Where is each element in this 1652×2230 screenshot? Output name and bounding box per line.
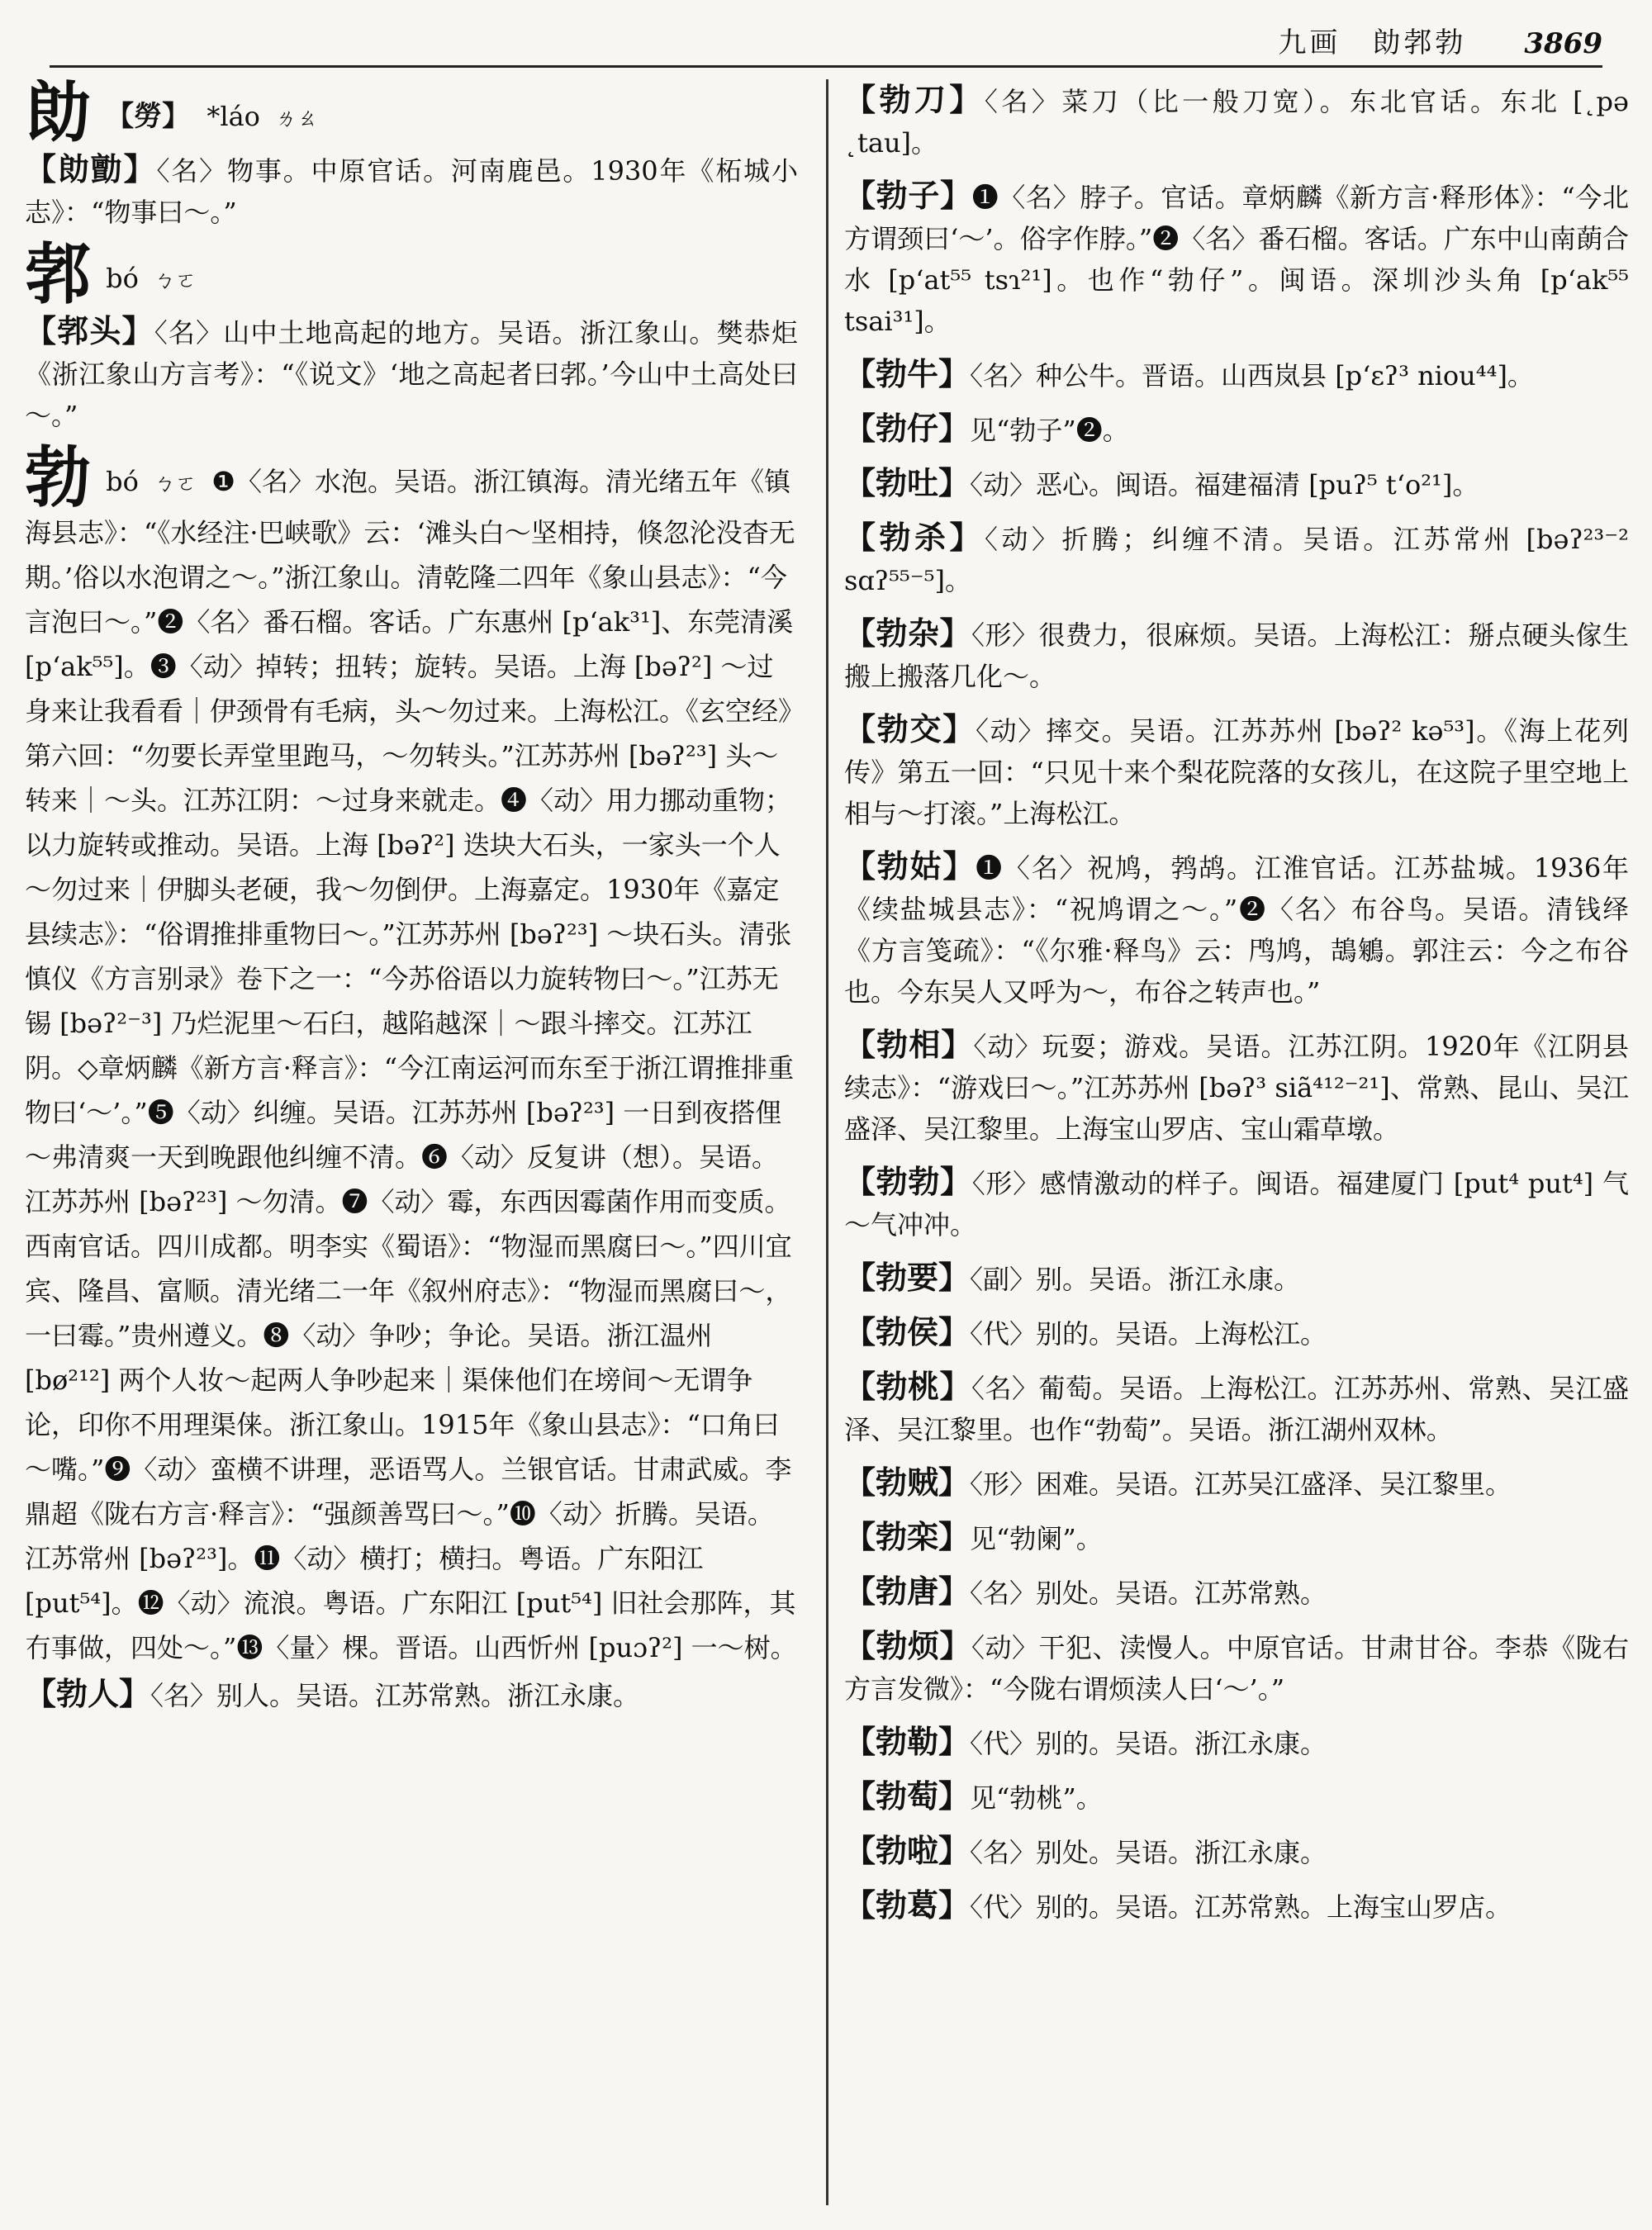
header-title: 九画 勆郣勃 — [1278, 26, 1467, 59]
dictionary-entry — [844, 1257, 1629, 1300]
entry-headword: 【勃勃】 — [844, 1163, 972, 1200]
zhuyin: ㄌㄠ — [275, 107, 319, 131]
entry-definition: 〈动〉玩耍；游戏。吴语。江苏江阴。1920年《江阴县续志》：“游戏曰～。”江苏苏州 [bəʔ³ siã⁴¹²⁻²¹]、常熟、昆山、吴江盛泽、吴江黎里。上海宝山罗店、宝山霜草墩。 — [844, 1031, 1629, 1145]
entry-definition: 〈名〉别处。吴语。浙江永康。 — [970, 1837, 1327, 1868]
entry-headword: 【勃勒】 — [844, 1723, 971, 1760]
entry-definition: 〈名〉别人。吴语。江苏常熟。浙江永康。 — [150, 1680, 640, 1711]
dictionary-entry — [25, 1673, 798, 1716]
zhuyin: ㄅㄛ — [154, 268, 197, 293]
entry-headword: 【勃相】 — [844, 1026, 974, 1063]
dictionary-entry — [844, 1024, 1629, 1150]
entry-definition: 见“勃桃”。 — [970, 1782, 1103, 1814]
dictionary-entry — [844, 1462, 1629, 1505]
page-number: 3869 — [1524, 27, 1602, 60]
entry-definition: 〈代〉别的。吴语。上海松江。 — [970, 1318, 1327, 1350]
dictionary-entry — [844, 1885, 1629, 1928]
character-entry — [25, 79, 798, 151]
entry-headword: 【郣头】 — [25, 312, 154, 349]
dictionary-entry — [844, 709, 1629, 834]
entry-definition: 〈动〉折腾；纠缠不清。吴语。江苏常州 [bəʔ²³⁻² sɑʔ⁵⁵⁻⁵]。 — [844, 524, 1629, 596]
dictionary-entry — [844, 846, 1629, 1013]
dictionary-entry — [844, 463, 1629, 505]
entry-definition: 〈名〉种公牛。晋语。山西岚县 [pʻɛʔ³ niou⁴⁴]。 — [970, 360, 1534, 391]
dictionary-entry — [844, 1721, 1629, 1764]
entry-definition: 〈名〉别处。吴语。江苏常熟。 — [970, 1578, 1327, 1609]
entry-definition: 〈名〉菜刀（比一般刀宽）。东北官话。东北 [˛pə ˛tau]。 — [844, 86, 1629, 159]
entry-definition: ❶〈名〉脖子。官话。章炳麟《新方言·释形体》：“今北方谓颈曰‘～’。俗字作脖。”❷〈名〉番石榴。客话。广东中山南蓢合水 [pʻat⁵⁵ tsɿ²¹]。也作“勃仔”。闽语。深圳沙头角 [pʻak⁵⁵ tsai³¹]。 — [844, 182, 1629, 337]
dictionary-entry — [844, 1366, 1629, 1450]
dictionary-entry — [844, 517, 1629, 601]
entry-headword: 【勃要】 — [844, 1259, 971, 1296]
zhuyin: ㄅㄛ — [154, 472, 197, 496]
dictionary-entry — [844, 1516, 1629, 1559]
entry-definition: 〈代〉别的。吴语。浙江永康。 — [970, 1728, 1327, 1759]
dictionary-entry — [844, 1830, 1629, 1873]
entry-headword: 【勃姑】 — [844, 847, 976, 885]
entry-definition: 〈代〉别的。吴语。江苏常熟。上海宝山罗店。 — [970, 1891, 1512, 1923]
entry-definition: 〈动〉摔交。吴语。江苏苏州 [bəʔ² kə⁵³]。《海上花列传》第五一回：“只见十来个梨花院落的女孩儿，在这院子里空地上相与～打滚。”上海松江。 — [844, 715, 1629, 829]
entry-headword: 【勃萄】 — [844, 1777, 971, 1815]
entry-definition: 〈动〉恶心。闽语。福建福清 [puʔ⁵ tʻo²¹]。 — [970, 469, 1479, 501]
entry-headword: 【勃唐】 — [844, 1573, 971, 1610]
entry-headword: 【勃葛】 — [844, 1886, 971, 1924]
dictionary-entry — [844, 1312, 1629, 1355]
entry-definition: 见“勃子”❷。 — [970, 415, 1129, 446]
dictionary-entry — [844, 408, 1629, 451]
character-entry — [25, 235, 798, 313]
entry-definition: 〈名〉山中土地高起的地方。吴语。浙江象山。樊恭炬《浙江象山方言考》：“《说文》‘地之高起者曰郣。’今山中土高处曰～。” — [25, 317, 798, 431]
entry-definition: ❶〈名〉祝鸠，鹁鸪。江淮官话。江苏盐城。1936年《续盐城县志》：“祝鸠谓之～。”❷〈名〉布谷鸟。吴语。清钱绎《方言笺疏》：“《尔雅·释鸟》云：鸤鸠，鴶鵴。郭注云：今之布谷也。今东吴人又呼为～，布谷之转声也。” — [844, 852, 1629, 1008]
character-definition: ❶〈名〉水泡。吴语。浙江镇海。清光绪五年《镇海县志》：“《水经注·巴峡歌》云：‘滩头白～坚相持，倏忽沦没杳无期。’俗以水泡谓之～。”浙江象山。清乾隆二四年《象山县志》：“今言泡曰～。”❷〈名〉番石榴。客话。广东惠州 [pʻak³¹]、东莞清溪 [pʻak⁵⁵]。❸〈动〉掉转；扭转；旋转。吴语。上海 [bəʔ²] ～过身来让我看看｜伊颈骨有毛病，头～勿过来。上海松江。《玄空经》第六回：“勿要长弄堂里跑马，～勿转头。”江苏苏州 [bəʔ²³] 头～转来｜～头。江苏江阴：～过身来就走。❹〈动〉用力挪动重物；以力旋转或推动。吴语。上海 [bəʔ²] 迭块大石头，一家头一个人～勿过来｜伊脚头老硬，我～勿倒伊。上海嘉定。1930年《嘉定县续志》：“俗谓推排重物曰～。”江苏苏州 [bəʔ²³] ～块石头。清张慎仪《方言别录》卷下之一：“今苏俗语以力旋转物曰～。”江苏无锡 [bəʔ²⁻³] 乃烂泥里～石臼，越陷越深｜～跟斗摔交。江苏江阴。◇章炳麟《新方言·释言》：“今江南运河而东至于浙江谓推排重物曰‘～’。”❺〈动〉纠缠。吴语。江苏苏州 [bəʔ²³] 一日到夜搭俚～弗清爽一天到晚跟他纠缠不清。❻〈动〉反复讲（想）。吴语。江苏苏州 [bəʔ²³] ～勿清。❼〈动〉霉，东西因霉菌作用而变质。西南官话。四川成都。明李实《蜀语》：“物湿而黑腐曰～。”四川宜宾、隆昌、富顺。清光绪二一年《叙州府志》：“物湿而黑腐曰～，一曰霉。”贵州遵义。❽〈动〉争吵；争论。吴语。浙江温州 [bø²¹²] 两个人妆～起两人争吵起来｜渠俫他们在塝间～无谓争论，印你不用理渠俫。浙江象山。1915年《象山县志》：“口角曰～嘴。”❾〈动〉蛮横不讲理，恶语骂人。兰银官话。甘肃武威。李鼎超《陇右方言·释言》：“强颜善骂曰～。”❿〈动〉折腾。吴语。江苏常州 [bəʔ²³]。⓫〈动〉横打；横扫。粤语。广东阳江 [put⁵⁴]。⓬〈动〉流浪。粤语。广东阳江 [put⁵⁴] 旧社会那阵，其冇事做，四处～。”⓭〈量〉棵。晋语。山西忻州 [puɔʔ²] 一～树。 — [25, 466, 797, 1663]
entry-headword: 【勃牛】 — [844, 355, 971, 392]
pinyin: bó — [106, 263, 139, 294]
entry-definition: 〈动〉干犯、渎慢人。中原官话。甘肃甘谷。李恭《陇右方言发微》：“今陇右谓烦渎人曰‘～’。” — [844, 1632, 1629, 1705]
pinyin: bó — [106, 466, 139, 497]
entry-definition: 见“勃阑”。 — [970, 1523, 1103, 1554]
dictionary-entry — [844, 79, 1629, 164]
headword-character: 郣 — [25, 235, 91, 313]
dictionary-entry — [844, 1776, 1629, 1819]
variant-form: 【勞】 — [106, 100, 191, 133]
dictionary-entry — [844, 1571, 1629, 1614]
right-column — [844, 79, 1629, 2205]
headword-character: 勃 — [25, 439, 91, 516]
dictionary-entry — [844, 353, 1629, 396]
dictionary-entry — [25, 149, 798, 233]
entry-definition: 〈形〉困难。吴语。江苏吴江盛泽、吴江黎里。 — [970, 1468, 1512, 1500]
entry-headword: 【勃杂】 — [844, 614, 971, 652]
entry-headword: 【勃刀】 — [844, 81, 985, 118]
entry-definition: 〈副〉别。吴语。浙江永康。 — [970, 1264, 1301, 1295]
entry-headword: 【勃吐】 — [844, 464, 971, 501]
dictionary-entry — [844, 1161, 1629, 1245]
entry-headword: 【勃仔】 — [844, 410, 971, 447]
entry-headword: 【勃侯】 — [844, 1313, 971, 1350]
dictionary-entry — [844, 175, 1629, 342]
pinyin: *láo — [206, 101, 260, 132]
entry-definition: 〈名〉葡萄。吴语。上海松江。江苏苏州、常熟、吴江盛泽、吴江黎里。也作“勃萄”。吴语。浙江湖州双林。 — [844, 1373, 1629, 1445]
entry-definition: 〈形〉很费力，很麻烦。吴语。上海松江：掰点硬头傢生搬上搬落几化～。 — [844, 619, 1629, 692]
entry-headword: 【勃杀】 — [844, 519, 985, 556]
dictionary-entry — [25, 311, 798, 436]
entry-headword: 【勆勯】 — [25, 150, 157, 187]
dictionary-entry — [844, 613, 1629, 697]
entry-definition: 〈形〉感情激动的样子。闽语。福建厦门 [put⁴ put⁴] 气～气冲冲。 — [844, 1168, 1629, 1241]
headword-character: 勆 — [25, 79, 91, 151]
left-column — [25, 79, 809, 2205]
page-header — [50, 17, 1602, 68]
entry-headword: 【勃啦】 — [844, 1832, 971, 1869]
entry-headword: 【勃交】 — [844, 710, 976, 747]
column-divider — [826, 79, 828, 2205]
entry-headword: 【勃桃】 — [844, 1368, 971, 1405]
entry-definition: 〈名〉物事。中原官话。河南鹿邑。1930年《柘城小志》：“物事曰～。” — [25, 155, 798, 228]
character-entry — [25, 439, 798, 1670]
entry-headword: 【勃人】 — [25, 1675, 151, 1712]
entry-headword: 【勃栾】 — [844, 1518, 971, 1555]
dictionary-entry — [844, 1625, 1629, 1710]
entry-headword: 【勃烦】 — [844, 1627, 971, 1664]
entry-headword: 【勃贼】 — [844, 1464, 971, 1501]
entry-headword: 【勃子】 — [844, 177, 972, 214]
